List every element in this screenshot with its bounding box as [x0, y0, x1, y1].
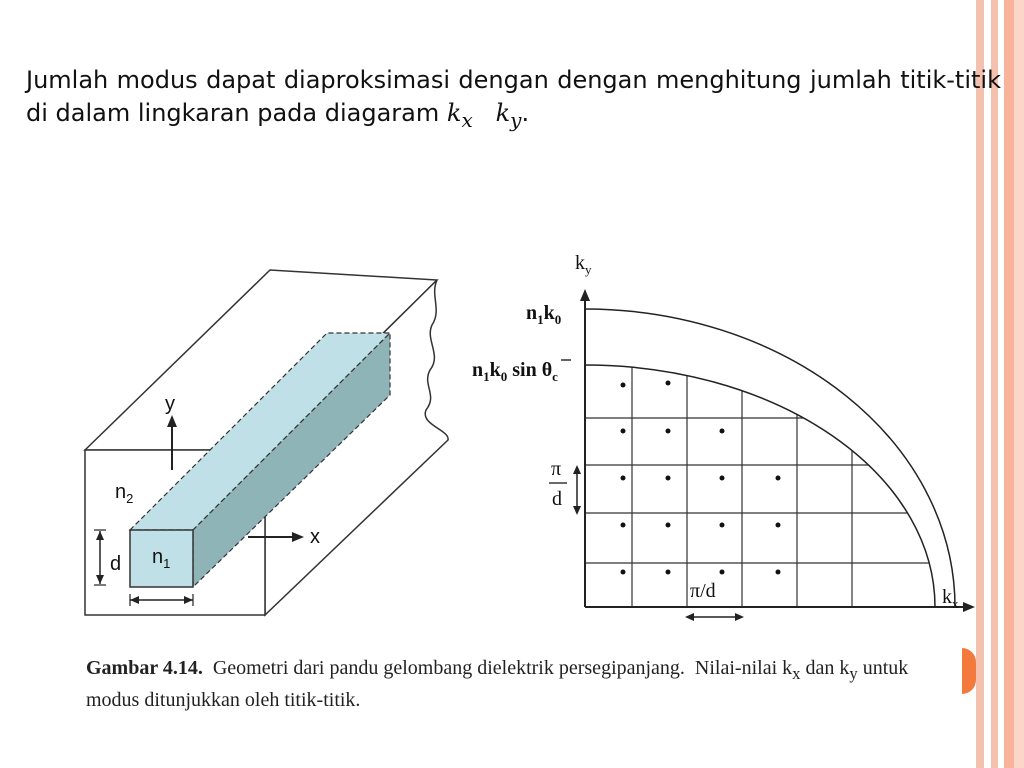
- mode-dot: [621, 570, 626, 575]
- mode-dot: [720, 476, 725, 481]
- n1-sub: 1: [163, 556, 171, 571]
- decor-stripe-5: [1004, 0, 1014, 768]
- k-diagram: [460, 245, 980, 635]
- paragraph-text: Jumlah modus dapat diaproksimasi dengan dengan menghitung jumlah titik-titik di dalam lingkaran pada diagaram: [26, 66, 1001, 127]
- ky-k: k: [495, 99, 511, 127]
- inner-k: k: [489, 359, 501, 381]
- label-n1: $n_1$: [152, 546, 171, 571]
- caption-text: Geometri dari pandu gelombang dielektrik persegipanjang. Nilai-nilai $k_x$ dan $k_y$ untuk modus ditunjukkan oleh titik-titik.: [86, 657, 909, 711]
- n2-sub: 2: [126, 491, 134, 506]
- body-paragraph: [26, 64, 1001, 137]
- pi-d-vertical-arrow-bottom: [573, 506, 581, 515]
- mode-dot: [621, 383, 626, 388]
- mode-dot: [621, 523, 626, 528]
- mode-dots: [621, 381, 781, 575]
- mode-dot: [720, 523, 725, 528]
- mode-dot: [776, 476, 781, 481]
- figure-caption: [86, 655, 946, 714]
- label-n2: $n_2$: [115, 481, 134, 506]
- caption-label: Gambar 4.14.: [86, 657, 203, 679]
- pi-d-vertical-arrow-top: [573, 465, 581, 474]
- kx-symbol: [446, 99, 473, 132]
- y-axis-label: y: [165, 393, 175, 415]
- pi-d-horizontal-arrow-left: [685, 613, 694, 621]
- inner-n-sub: 1: [483, 369, 490, 384]
- mode-dot: [666, 476, 671, 481]
- mode-dot: [666, 570, 671, 575]
- d-label: d: [110, 553, 122, 575]
- inner-arc: [585, 365, 935, 607]
- ky-sub: y: [510, 107, 522, 132]
- ky-label-sub: y: [585, 262, 592, 277]
- slide-accent-tab: [962, 648, 976, 694]
- ky-axis-arrowhead: [580, 289, 590, 301]
- pi-d-vertical-d: d: [552, 488, 562, 510]
- mode-dot: [776, 570, 781, 575]
- kx-axis-arrowhead: [963, 602, 975, 612]
- outer-n-sub: 1: [537, 312, 544, 327]
- kx-k: k: [446, 99, 462, 127]
- outer-arc: [585, 309, 955, 607]
- waveguide-figure: [70, 255, 470, 625]
- kx-label-sub: x: [952, 596, 959, 611]
- x-axis-label: x: [310, 526, 320, 548]
- inner-k-sub: 0: [500, 369, 508, 384]
- decor-stripe-6: [1014, 0, 1024, 768]
- kx-sub: x: [461, 107, 473, 132]
- mode-dot: [776, 523, 781, 528]
- pi-d-horizontal-arrow-right: [735, 613, 744, 621]
- kx-label: $k_x$: [942, 586, 959, 611]
- pi-d-horizontal-label: π/d: [690, 580, 716, 602]
- mode-grid: [585, 345, 940, 607]
- mode-dot: [720, 429, 725, 434]
- mode-dot: [666, 523, 671, 528]
- mode-dot: [621, 429, 626, 434]
- mode-dot: [720, 570, 725, 575]
- inner-theta-sub: c: [552, 369, 558, 384]
- pi-d-vertical-pi: π: [551, 458, 562, 480]
- mode-dot: [621, 476, 626, 481]
- inner-arc-label: $n_1k_0$ $\sin \theta_c$: [472, 359, 558, 384]
- paragraph-period: .: [521, 99, 530, 127]
- outer-k: k: [543, 302, 555, 324]
- outer-arc-label: $n_1k_0$: [526, 302, 562, 327]
- outer-k-sub: 0: [554, 312, 562, 327]
- ky-label: $k_y$: [575, 252, 592, 277]
- ky-symbol: [495, 99, 522, 132]
- mode-dot: [666, 429, 671, 434]
- inner-theta: θ: [541, 359, 553, 381]
- mode-dot: [666, 381, 671, 386]
- inner-sin: sin: [507, 359, 542, 381]
